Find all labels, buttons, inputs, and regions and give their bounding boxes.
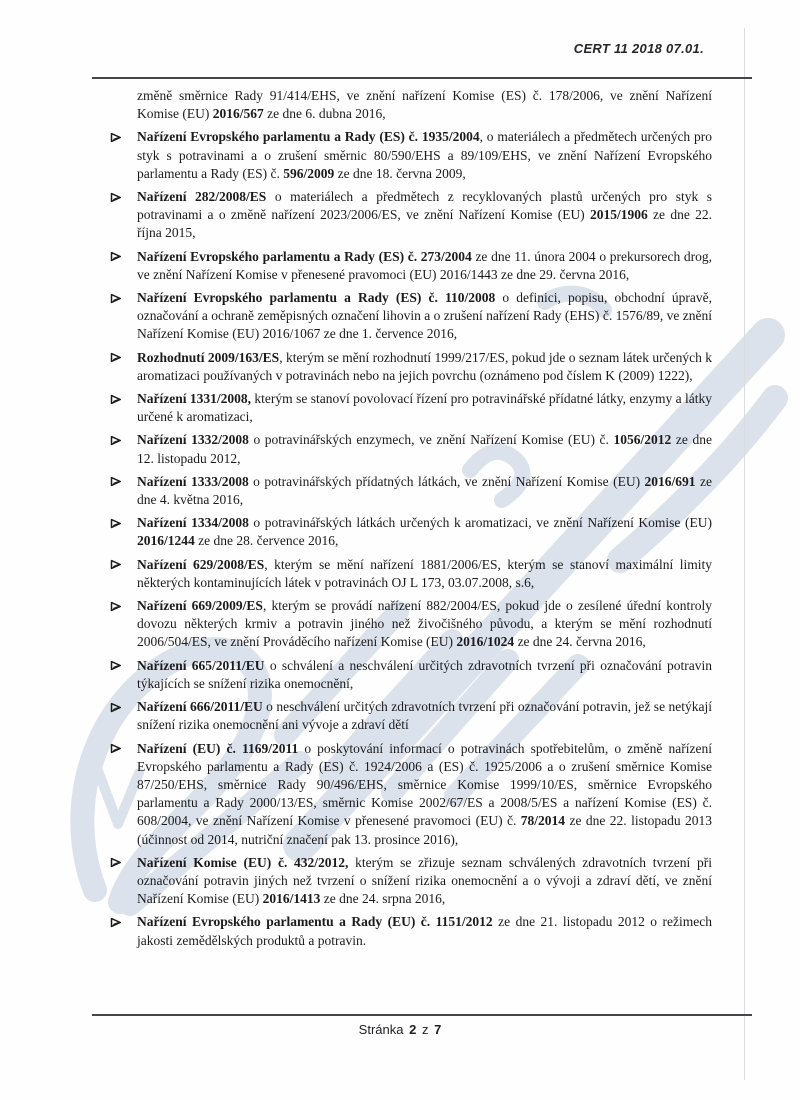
- regulation-reference: Nařízení 1333/2008: [137, 473, 249, 489]
- footer-total-pages: 7: [434, 1022, 442, 1037]
- footer-rule: [92, 1014, 752, 1016]
- regulation-text: ze dne 21. listopadu 2012 o režimech jakosti zemědělských produktů a potravin.: [137, 914, 712, 948]
- regulation-text: o potravinářských enzymech, ve znění Nařízení Komise (EU) č.: [248, 432, 614, 448]
- list-item: [137, 431, 712, 467]
- regulation-reference: Nařízení 666/2011/EU: [137, 699, 263, 715]
- regulation-reference: 2015/1906: [589, 207, 648, 223]
- document-code: CERT 11 2018 07.01.: [573, 41, 704, 56]
- regulation-text: o neschválení určitých zdravotních tvrzení při označování potravin, jež se netýkají snížení rizika onemocnění ani vývoje a zdraví dětí: [137, 699, 713, 733]
- list-item: [137, 390, 712, 426]
- regulation-reference: Nařízení Evropského parlamentu a Rady (EU) č. 1151/2012: [137, 914, 493, 930]
- arrowhead-right-icon: [110, 518, 122, 529]
- regulation-text: ze dne 22. října 2015,: [137, 207, 712, 241]
- regulation-reference: Nařízení 665/2011/EU: [137, 657, 265, 673]
- regulation-text: ze dne 24. června 2016,: [514, 634, 646, 650]
- regulation-reference: Nařízení Evropského parlamentu a Rady (ES) č. 273/2004: [137, 248, 472, 264]
- regulation-reference: 2016/691: [644, 473, 696, 489]
- regulation-reference: Nařízení Komise (EU) č. 432/2012,: [137, 854, 349, 870]
- continuation-paragraph: [137, 87, 712, 123]
- arrowhead-right-icon: [110, 192, 122, 203]
- regulation-reference: Rozhodnutí 2009/163/ES: [137, 349, 280, 365]
- arrowhead-right-icon: [110, 251, 122, 262]
- regulation-text: ze dne 6. dubna 2016,: [263, 106, 386, 122]
- regulation-reference: 78/2014: [520, 813, 566, 829]
- regulation-reference: 2016/1024: [456, 634, 515, 650]
- list-item: [137, 514, 712, 550]
- header-rule: [92, 77, 752, 79]
- list-item: [137, 248, 712, 284]
- regulation-text: , kterým se mění rozhodnutí 1999/217/ES, pokud jde o seznam látek určených k aromatizaci používaných v potravinách nebo na jejich povrchu (oznámeno pod číslem K (2009) 1222),: [137, 349, 712, 383]
- regulation-reference: 2016/1244: [137, 533, 195, 549]
- regulation-list: [137, 87, 712, 955]
- regulation-text: ze dne 11. února 2004 o prekursorech drog, ve znění Nařízení Komise v přenesené pravomoci (EU) 2016/1443 ze dne 29. června 2016,: [137, 248, 712, 282]
- arrowhead-right-icon: [110, 601, 122, 612]
- list-item: [137, 597, 712, 652]
- arrowhead-right-icon: [110, 702, 122, 713]
- arrowhead-right-icon: [110, 857, 122, 868]
- regulation-reference: 2016/567: [212, 106, 264, 122]
- regulation-reference: Nařízení 1332/2008: [137, 432, 249, 448]
- arrowhead-right-icon: [110, 476, 122, 487]
- regulation-text: o poskytování informací o potravinách spotřebitelům, o změně nařízení Evropského parlamentu a Rady (ES) č. 1924/2006 a (ES) č. 1925/2006 a o zrušení směrnice Komise 87/250/EHS, směrnice Rady 90/496/EHS, směrnice Komise 1999/10/ES, směrnice Evropského parlamentu a Rady 2000/13/ES, směrnic Komise 2002/67/ES a 2008/5/ES a nařízení Komise (ES) č. 608/2004, ve znění Nařízení Komise v přenesené pravomoci (EU) č.: [137, 740, 712, 829]
- regulation-text: o materiálech a předmětech z recyklovaných plastů určených pro styk s potravinami a o změně nařízení 2023/2006/ES, ve znění Nařízení Komise (EU): [137, 189, 713, 223]
- regulation-reference: 2016/1413: [262, 891, 321, 907]
- regulation-reference: Nařízení Evropského parlamentu a Rady (ES) č. 1935/2004: [137, 129, 480, 145]
- regulation-text: o potravinářských látkách určených k aromatizaci, ve znění Nařízení Komise (EU): [248, 515, 712, 531]
- list-item: [137, 473, 712, 509]
- list-item: [137, 128, 712, 183]
- regulation-reference: 596/2009: [283, 165, 335, 181]
- regulation-text: ze dne 24. srpna 2016,: [320, 891, 446, 907]
- list-item: [137, 289, 712, 344]
- regulation-reference: 1056/2012: [613, 432, 672, 448]
- footer-separator: z: [421, 1022, 429, 1037]
- arrowhead-right-icon: [110, 352, 122, 363]
- list-item: [137, 657, 712, 693]
- page-footer: [0, 1022, 800, 1037]
- regulation-text: kterým se stanoví povolovací řízení pro potravinářské přídatné látky, enzymy a látky určené k aromatizaci,: [137, 391, 712, 425]
- list-item: [137, 698, 712, 734]
- regulation-text: o potravinářských přídatných látkách, ve znění Nařízení Komise (EU): [248, 473, 645, 489]
- regulation-reference: Nařízení 1334/2008: [137, 515, 249, 531]
- regulation-text: o definici, popisu, obchodní úpravě, označování a ochraně zeměpisných označení lihovin a o zrušení nařízení Rady (EHS) č. 1576/89, ve znění Nařízení Komise (EU) 2016/1067 ze dne 1. července 2016,: [137, 290, 712, 342]
- regulation-reference: Nařízení 282/2008/ES: [137, 189, 267, 205]
- arrowhead-right-icon: [110, 559, 122, 570]
- regulation-text: změně směrnice Rady 91/414/EHS, ve znění nařízení Komise (ES) č. 178/2006, ve znění Nařízení Komise (EU): [137, 88, 712, 122]
- regulation-reference: Nařízení 629/2008/ES: [137, 556, 265, 572]
- list-item: [137, 740, 712, 849]
- regulation-text: ze dne 28. července 2016,: [194, 533, 339, 549]
- arrowhead-right-icon: [110, 743, 122, 754]
- regulation-reference: Nařízení 1331/2008,: [137, 391, 252, 407]
- list-item: [137, 913, 712, 949]
- arrowhead-right-icon: [110, 132, 122, 143]
- regulation-text: , kterým se mění nařízení 1881/2006/ES, kterým se stanoví maximální limity některých kontaminujících látek v potravinách OJ L 173, 03.07.2008, s.6,: [137, 556, 712, 590]
- regulation-text: , kterým se provádí nařízení 882/2004/ES, pokud jde o zesílené úřední kontroly dovozu některých krmiv a potravin jiného než živočišného původu, a kterým se mění rozhodnutí 2006/504/ES, ve znění Prováděcího nařízení Komise (EU): [137, 598, 713, 650]
- arrowhead-right-icon: [110, 917, 122, 928]
- arrowhead-right-icon: [110, 394, 122, 405]
- regulation-text: ze dne 18. června 2009,: [334, 165, 466, 181]
- regulation-reference: Nařízení 669/2009/ES: [137, 598, 263, 614]
- regulation-text: ze dne 22. listopadu 2013 (účinnost od 2014, nutriční značení pak 13. prosince 2016),: [137, 813, 712, 847]
- arrowhead-right-icon: [110, 660, 122, 671]
- regulation-text: , o materiálech a předmětech určených pro styk s potravinami a o zrušení směrnic 80/590/EHS a 89/109/EHS, ve znění Nařízení Evropského parlamentu a Rady (ES) č.: [137, 129, 712, 181]
- footer-page-number: 2: [409, 1022, 417, 1037]
- list-item: [137, 854, 712, 909]
- arrowhead-right-icon: [110, 435, 122, 446]
- list-item: [137, 349, 712, 385]
- regulation-text: ze dne 4. května 2016,: [137, 473, 712, 508]
- scan-edge-line: [744, 28, 745, 1080]
- regulation-text: kterým se zřizuje seznam schválených zdravotních tvrzení při označování potravin jiných než tvrzení o snížení rizika onemocnění a o vývoji a zdraví dětí, ve znění Nařízení Komise (EU): [137, 854, 712, 907]
- regulation-reference: Nařízení (EU) č. 1169/2011: [137, 740, 299, 756]
- regulation-text: ze dne 12. listopadu 2012,: [137, 432, 712, 466]
- list-item: [137, 556, 712, 592]
- regulation-reference: Nařízení Evropského parlamentu a Rady (ES) č. 110/2008: [137, 290, 496, 306]
- regulation-text: o schválení a neschválení určitých zdravotních tvrzení při označování potravin týkajících se snížení rizika onemocnění,: [137, 657, 712, 691]
- footer-label: Stránka: [358, 1022, 404, 1037]
- arrowhead-right-icon: [110, 293, 122, 304]
- list-item: [137, 188, 712, 243]
